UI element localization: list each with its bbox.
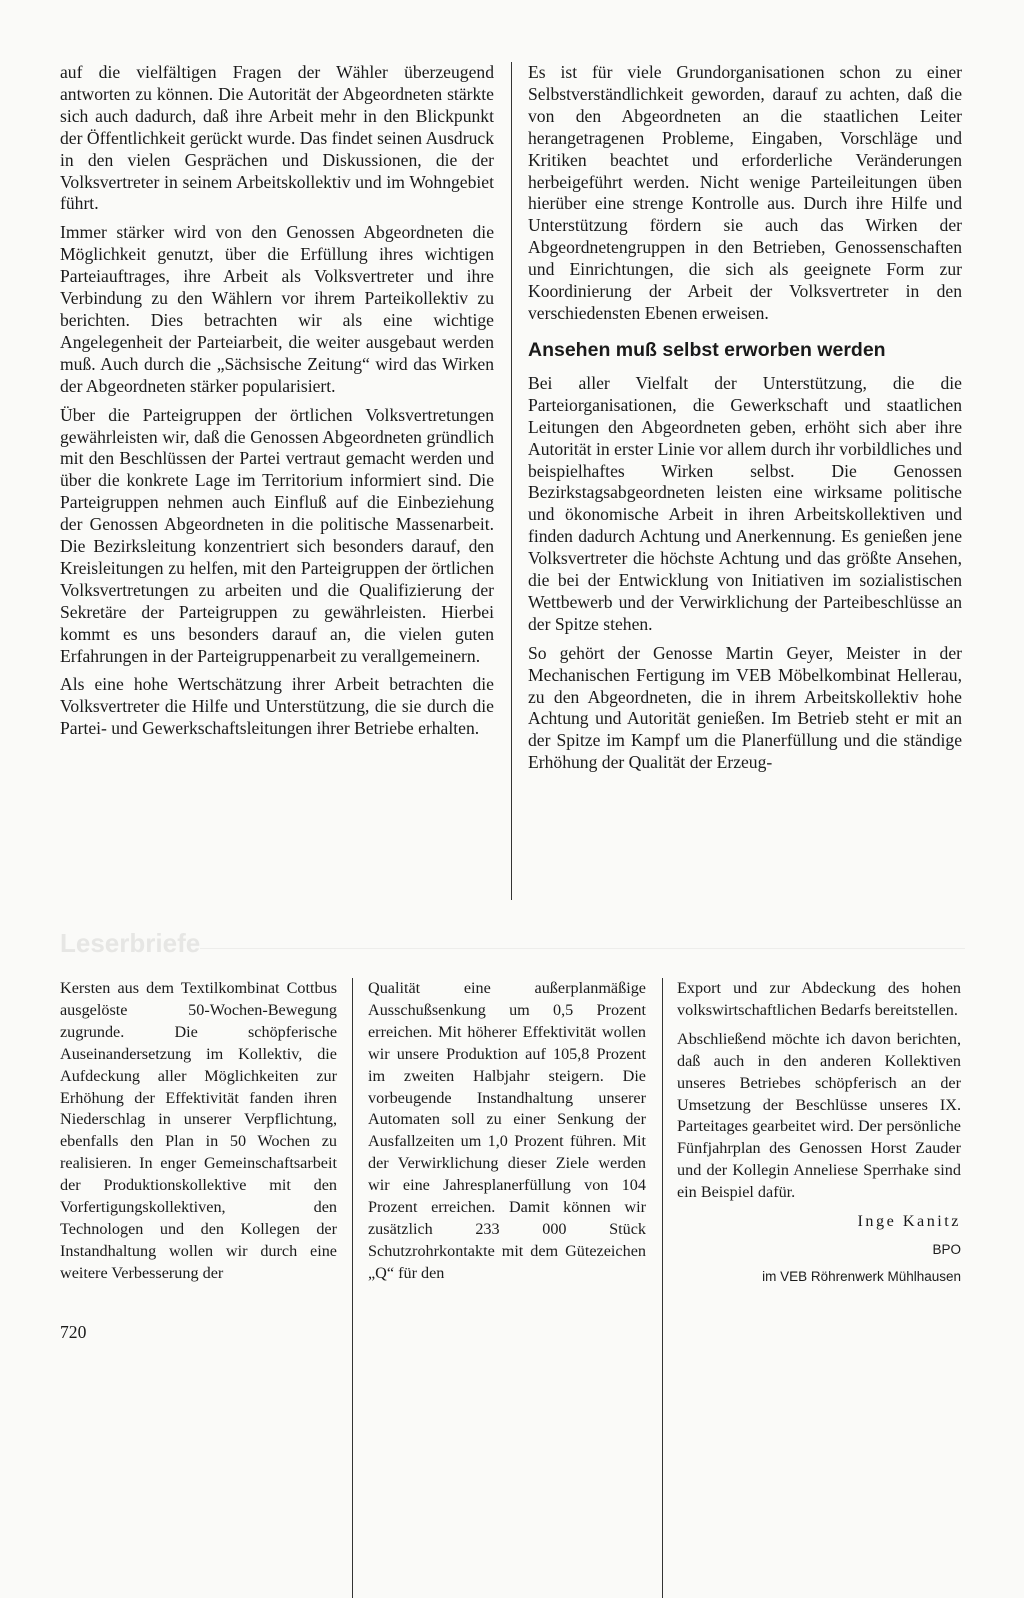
paragraph: Kersten aus dem Textilkombinat Cottbus ausgelöste 50-Wochen-Bewegung zugrunde. Die schöpferische Auseinandersetzung im Kollektiv, die Aufdeckung aller Möglichkeiten zur Erhöhung der Effektivität fanden ihren Niederschlag in unserer Verpflichtung, ebenfalls den Plan in 50 Wochen zu realisieren. In enger Gemeinschaftsarbeit der Produktionskollektive mit den Vorfertigungskollektiven, den Technologen und den Kollegen der Instandhaltung wollen wir durch eine weitere Verbesserung der [60,979,337,1282]
paragraph: Als eine hohe Wertschätzung ihrer Arbeit betrachten die Volksvertreter die Hilfe und Unterstützung, die sie durch die Partei- und Gewerkschaftsleitungen ihrer Betriebe erhalten. [60,674,494,739]
paragraph: Über die Parteigruppen der örtlichen Volksvertretungen gewährleisten wir, daß die Genossen Abgeordneten gründlich mit den Beschlüssen der Partei vertraut gemacht werden und über die konkrete Lage im Territorium informiert sind. Die Parteigruppen nehmen auch Einfluß auf die Einbeziehung der Genossen Abgeordneten in die politische Massenarbeit. Die Bezirksleitung konzentriert sich besonders darauf, den Kreisleitungen zu helfen, mit den Parteigruppen der örtlichen Volksvertretungen zu arbeiten und die Qualifizierung der Sekretäre der Parteigruppen zu gewährleisten. Hierbei kommt es uns besonders darauf an, die vielen guten Erfahrungen in der Parteigruppenarbeit zu verallgemeinern. [60,404,494,666]
paragraph: So gehört der Genosse Martin Geyer, Meister in der Mechanischen Fertigung im VEB Möbelkombinat Hellerau, zu den Abgeordneten, die in ihrem Arbeitskollektiv hohe Achtung und Autorität genießen. Im Betrieb steht er mit an der Spitze im Kampf um die Planerfüllung und die ständige Erhöhung der Qualität der Erzeug- [528,642,962,773]
paragraph: auf die vielfältigen Fragen der Wähler überzeugend antworten zu können. Die Autorität der Abgeordneten stärkte sich auch dadurch, daß ihre Arbeit mehr in den Blickpunkt der Öffentlichkeit gerückt wurde. Das findet seinen Ausdruck in den vielen Gesprächen und Diskussionen, die der Volksvertreter in seinem Arbeitskollektiv und im Wohngebiet führt. [60,62,494,214]
article-column-right [528,62,962,781]
column-divider [511,62,512,900]
page-number: 720 [60,1322,87,1342]
signature-org: im VEB Röhrenwerk Mühlhausen [762,1268,961,1284]
signature-org: BPO [932,1241,961,1257]
signature-name: Inge Kanitz [857,1212,961,1231]
paragraph: Bei aller Vielfalt der Unterstützung, die die Parteiorganisationen, die Gewerkschaft und staatlichen Leitungen den Abgeordneten geben, erhöht sich aber ihre Autorität in erster Linie vor allem durch ihr vorbildliches und beispielhaftes Wirken selbst. Die Genossen Bezirkstagsabgeordneten leisten eine wirksame politische und ökonomische Arbeit in ihren Arbeitskollektiven und finden dadurch Achtung und Anerkennung. Es genießen jene Volksvertreter die höchste Achtung und das größte Ansehen, die bei der Entwicklung von Initiativen im sozialistischen Wettbewerb und der Verwirklichung der Parteibeschlüsse an der Spitze stehen. [528,372,962,634]
letter-column-3 [677,978,961,1294]
article-column-left [60,62,494,747]
paragraph: Abschließend möchte ich davon berichten, daß auch in den anderen Kollektiven unseres Betriebes schöpferisch an der Umsetzung der Beschlüsse unseres IX. Parteitages gearbeitet wird. Der persönliche Fünfjahrplan des Genossen Horst Zauder und der Kollegin Anneliese Sperrhake sind ein Beispiel dafür. [677,1029,961,1202]
section-heading: Ansehen muß selbst erworben werden [528,338,886,361]
paragraph: Export und zur Abdeckung des hohen volkswirtschaftlichen Bedarfs bereitstellen. [677,979,961,1019]
letter-column-1 [60,978,337,1292]
column-divider [662,978,663,1598]
paragraph: Qualität eine außerplanmäßige Ausschußsenkung um 0,5 Prozent erreichen. Mit höherer Effektivität wollen wir unsere Produktion auf 105,8 Prozent im zweiten Halbjahr steigern. Die vorbeugende Instandhaltung unserer Automaten soll zu einer Senkung der Ausfallzeiten um 1,0 Prozent führen. Mit der Verwirklichung dieser Ziele werden wir eine Jahresplanerfüllung von 104 Prozent erreichen. Damit können wir zusätzlich 233 000 Stück Schutzrohrkontakte mit dem Gütezeichen „Q“ für den [368,979,646,1282]
section-rule [200,948,965,949]
paragraph: Immer stärker wird von den Genossen Abgeordneten die Möglichkeit genutzt, über die Erfüllung ihres wichtigen Parteiauftrages, ihre Arbeit als Volksvertreter und ihre Verbindung zu den Wählern vor ihrem Parteikollektiv zu berichten. Dies betrachten wir als eine wichtige Angelegenheit der Parteiarbeit, die weiter ausgebaut werden muß. Auch durch die „Sächsische Zeitung“ wird das Wirken der Abgeordneten stärker popularisiert. [60,222,494,396]
letter-column-2 [368,978,646,1292]
section-label: Leserbriefe [60,928,201,958]
paragraph: Es ist für viele Grundorganisationen schon zu einer Selbstverständlichkeit geworden, darauf zu achten, daß die von den Abgeordneten an die staatlichen Leiter herangetragenen Probleme, Eingaben, Vorschläge und Kritiken beachtet und erforderliche Veränderungen herbeigeführt werden. Nicht wenige Parteileitungen üben hierüber eine strenge Kontrolle aus. Durch ihre Hilfe und Unterstützung fördern sie auch das Wirken der Abgeordnetengruppen in den Betrieben, Genossenschaften und Einrichtungen, die sich als geeignete Form zur Koordinierung der Arbeit der Volksvertreter in den verschiedensten Ebenen erweisen. [528,62,962,323]
column-divider [352,978,353,1598]
